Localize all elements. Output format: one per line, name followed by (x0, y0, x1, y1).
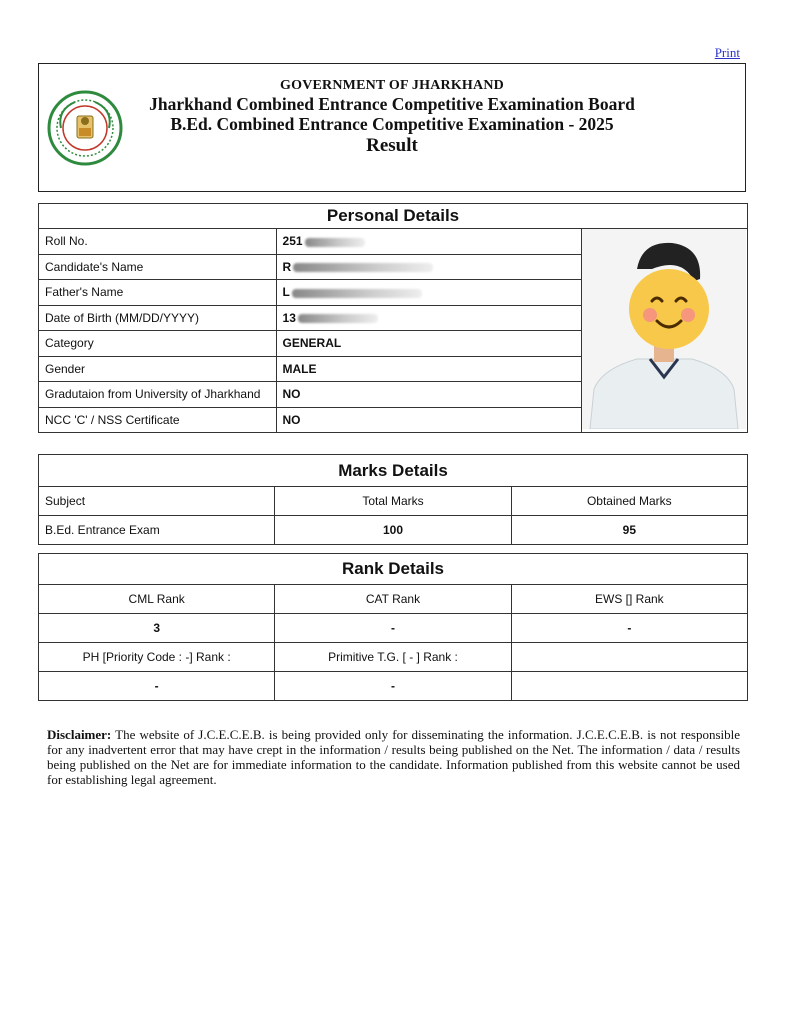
government-title: GOVERNMENT OF JHARKHAND (280, 78, 504, 93)
candidate-name-value: R (276, 254, 581, 280)
primitive-tg-rank-header: Primitive T.G. [ - ] Rank : (275, 643, 511, 672)
table-row (39, 643, 748, 672)
father-name-label: Father's Name (39, 280, 277, 306)
roll-no-value: 251 (276, 229, 581, 255)
disclaimer-label: Disclaimer: (47, 727, 112, 742)
result-title: Result (366, 135, 418, 156)
dob-label: Date of Birth (MM/DD/YYYY) (39, 305, 277, 331)
cml-rank-value: 3 (39, 614, 275, 643)
total-marks-value: 100 (275, 516, 511, 545)
disclaimer (47, 727, 740, 787)
category-value: GENERAL (276, 331, 581, 357)
ph-rank-header: PH [Priority Code : -] Rank : (39, 643, 275, 672)
obtained-marks-value: 95 (511, 516, 747, 545)
obtained-marks-header: Obtained Marks (511, 487, 747, 516)
jharkhand-seal-logo (47, 90, 123, 166)
table-row (39, 516, 748, 545)
personal-details-table (38, 203, 748, 433)
ncc-nss-label: NCC 'C' / NSS Certificate (39, 407, 277, 433)
table-row (39, 229, 748, 255)
ph-rank-value: - (39, 672, 275, 701)
subject-value: B.Ed. Entrance Exam (39, 516, 275, 545)
rank-details-title: Rank Details (39, 554, 748, 585)
print-link[interactable]: Print (714, 45, 740, 60)
table-row (39, 614, 748, 643)
exam-title: B.Ed. Combined Entrance Competitive Examination - 2025 (170, 114, 614, 134)
table-row (39, 672, 748, 701)
graduation-label: Gradutaion from University of Jharkhand (39, 382, 277, 408)
marks-details-title: Marks Details (39, 455, 748, 487)
header-text (129, 78, 655, 158)
candidate-name-label: Candidate's Name (39, 254, 277, 280)
table-row (39, 487, 748, 516)
category-label: Category (39, 331, 277, 357)
ncc-nss-value: NO (276, 407, 581, 433)
marks-details-table (38, 454, 748, 545)
graduation-value: NO (276, 382, 581, 408)
gender-value: MALE (276, 356, 581, 382)
ews-rank-value: - (511, 614, 747, 643)
rank-details-table (38, 553, 748, 701)
primitive-tg-rank-value: - (275, 672, 511, 701)
disclaimer-text: The website of J.C.E.C.E.B. is being provided only for disseminating the information. J.C.E.C.E.B. is not responsible for any inadvertent error that may have crept in the information / results being published on the Net. The information / data / results being published on the Net are for immediate information to the candidate. Information published from this website cannot be used for establishing legal agreement. (47, 727, 741, 787)
header-box (38, 63, 746, 192)
empty-value-cell (511, 672, 747, 701)
candidate-photo (582, 229, 746, 429)
total-marks-header: Total Marks (275, 487, 511, 516)
cml-rank-header: CML Rank (39, 585, 275, 614)
candidate-photo-cell (582, 229, 748, 433)
table-row (39, 585, 748, 614)
subject-header: Subject (39, 487, 275, 516)
roll-no-label: Roll No. (39, 229, 277, 255)
personal-details-title: Personal Details (39, 204, 748, 229)
empty-header-cell (511, 643, 747, 672)
cat-rank-header: CAT Rank (275, 585, 511, 614)
dob-value: 13 (276, 305, 581, 331)
ews-rank-header: EWS [] Rank (511, 585, 747, 614)
cat-rank-value: - (275, 614, 511, 643)
father-name-value: L (276, 280, 581, 306)
board-title: Jharkhand Combined Entrance Competitive Examination Board (149, 94, 635, 114)
gender-label: Gender (39, 356, 277, 382)
